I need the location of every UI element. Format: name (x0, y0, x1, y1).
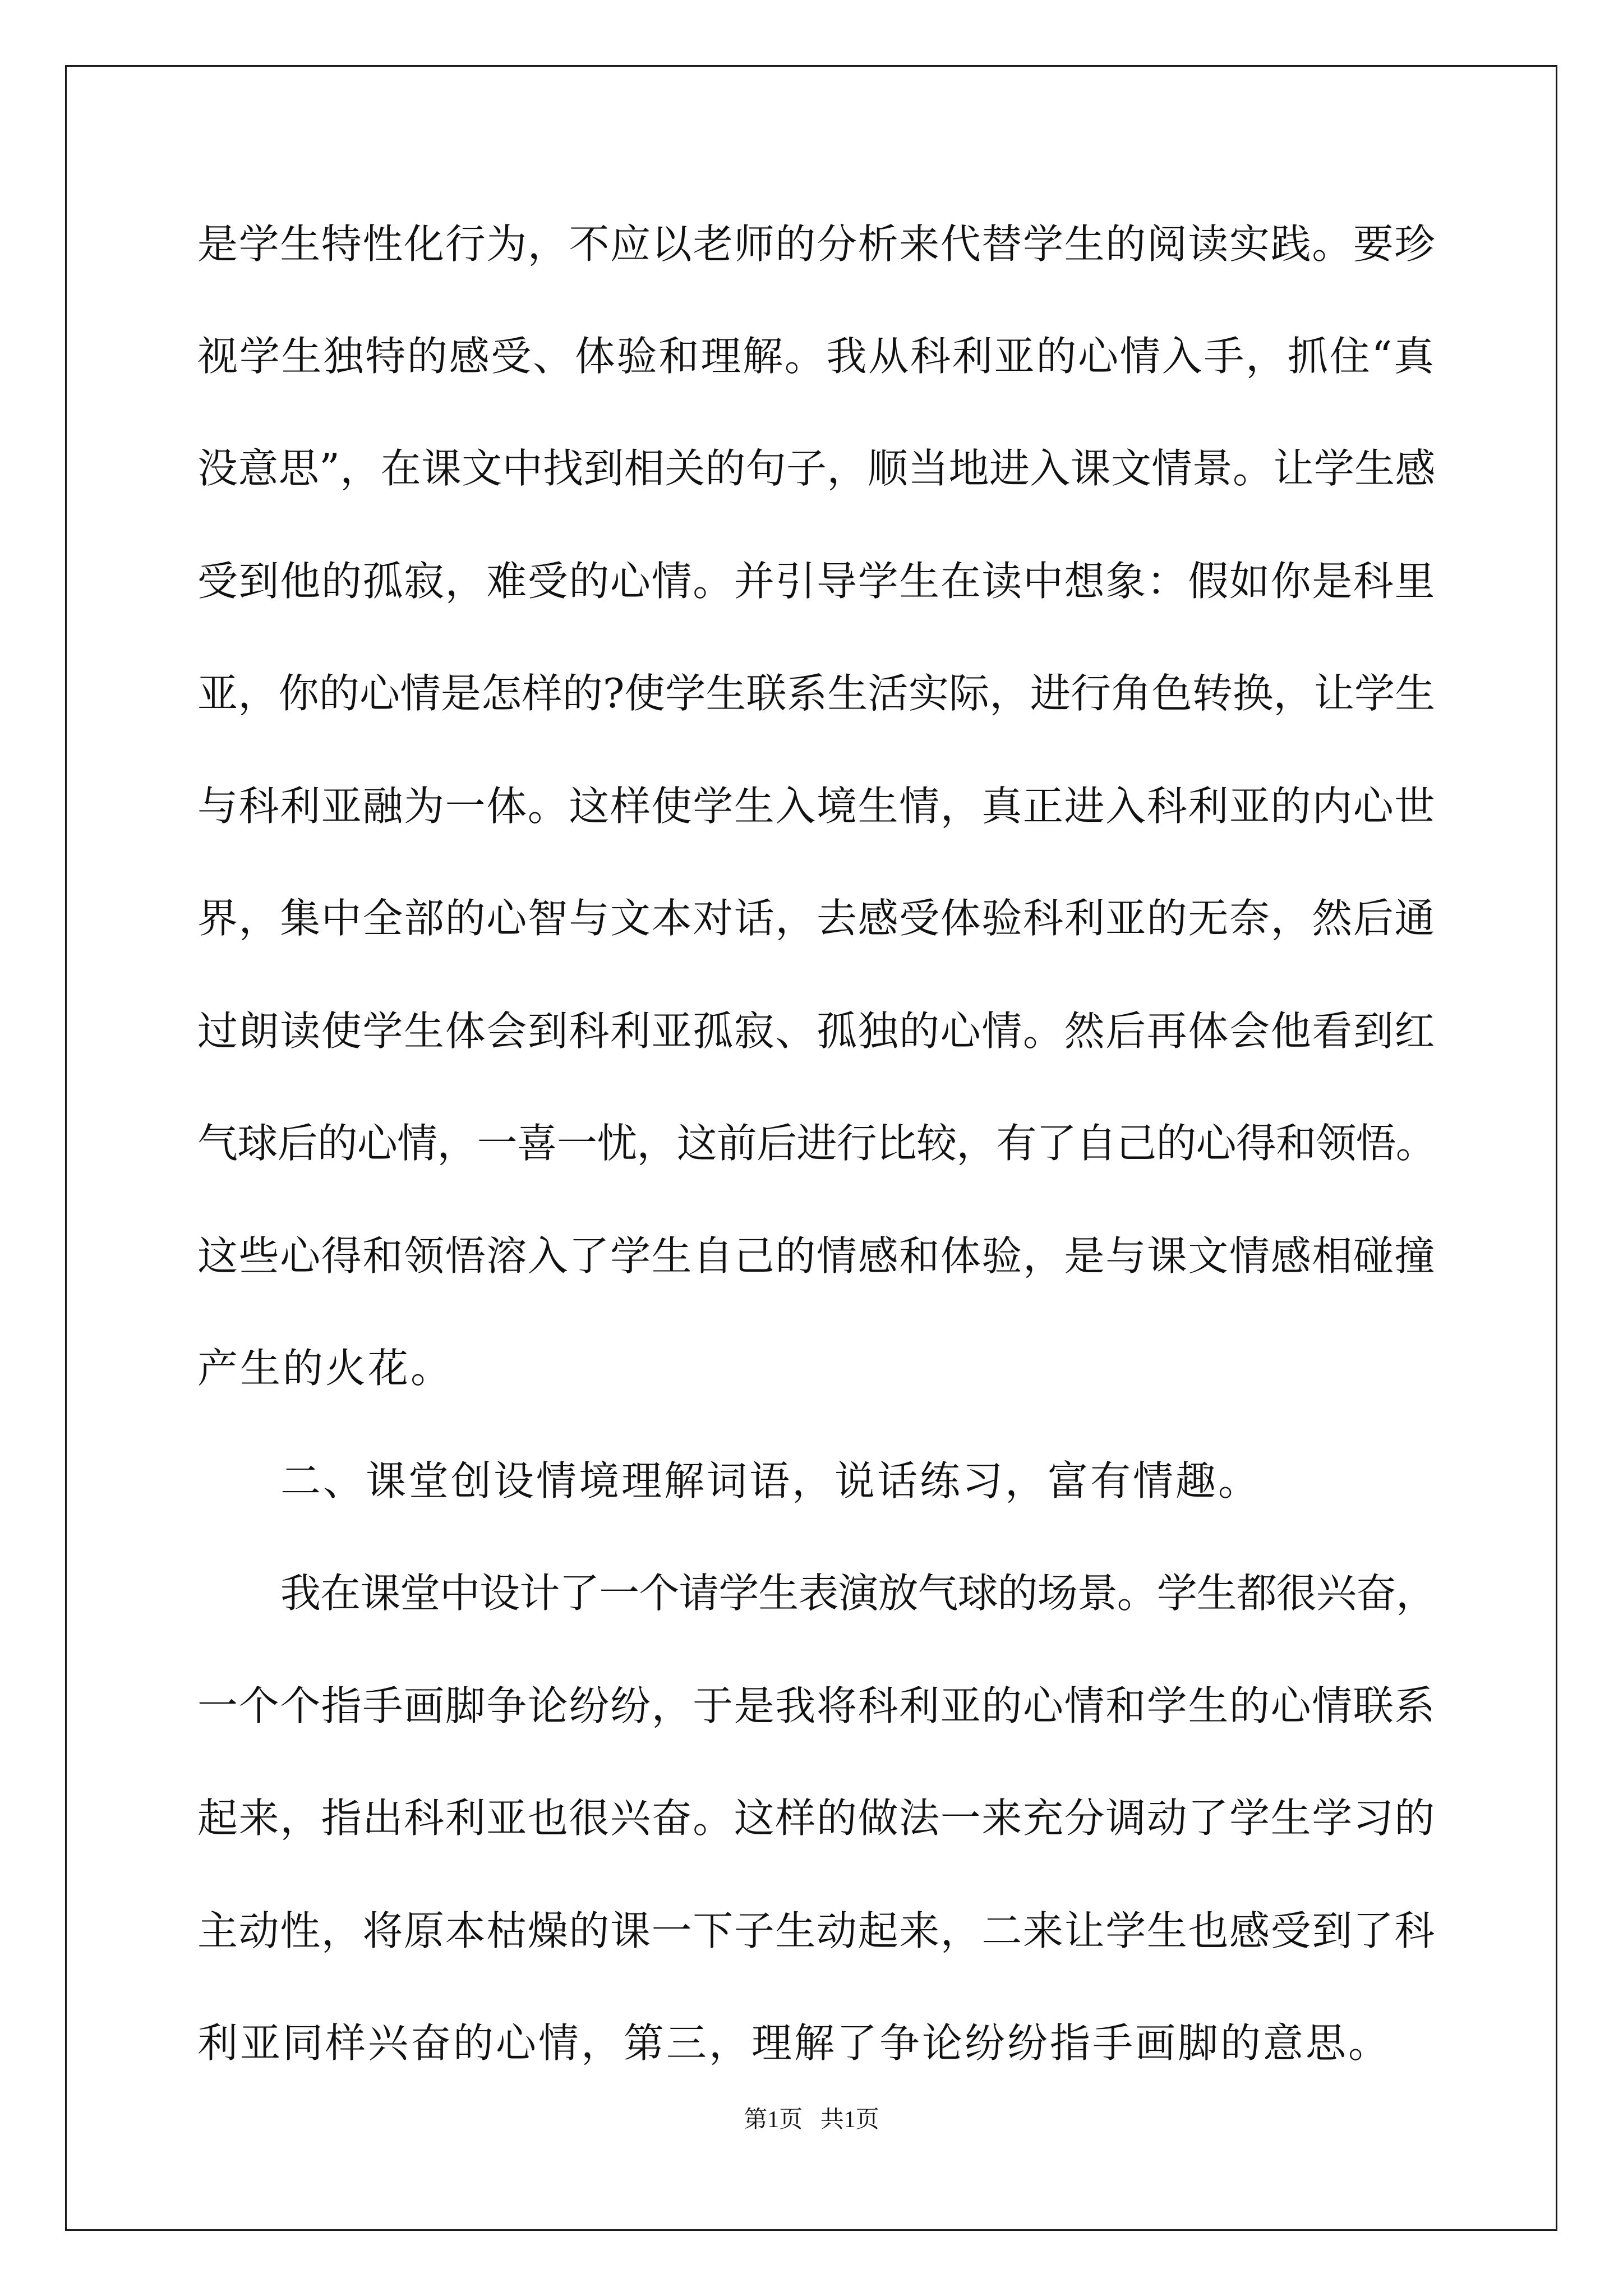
body-line: 起来，指出科利亚也很兴奋。这样的做法一来充分调动了学生学习的 (197, 1795, 1436, 1842)
body-line: 一个个指手画脚争论纷纷，于是我将科利亚的心情和学生的心情联系 (197, 1682, 1436, 1729)
body-line: 亚，你的心情是怎样的?使学生联系生活实际，进行角色转换，让学生 (197, 670, 1436, 717)
body-line: 气球后的心情，一喜一忧，这前后进行比较，有了自己的心得和领悟。 (197, 1120, 1436, 1167)
body-line: 受到他的孤寂，难受的心情。并引导学生在读中想象：假如你是科里 (197, 558, 1436, 605)
body-line: 是学生特性化行为，不应以老师的分析来代替学生的阅读实践。要珍 (197, 220, 1436, 268)
body-line: 主动性，将原本枯燥的课一下子生动起来，二来让学生也感受到了科 (197, 1907, 1436, 1954)
body-line: 界，集中全部的心智与文本对话，去感受体验科利亚的无奈，然后通 (197, 895, 1436, 942)
page-number-footer: 第1页 共1页 (744, 2107, 879, 2133)
body-line: 我在课堂中设计了一个请学生表演放气球的场景。学生都很兴奋， (280, 1570, 1436, 1617)
body-line: 没意思”，在课文中找到相关的句子，顺当地进入课文情景。让学生感 (197, 445, 1436, 492)
section-heading: 二、课堂创设情境理解词语，说话练习，富有情趣。 (280, 1457, 1261, 1504)
body-line: 与科利亚融为一体。这样使学生入境生情，真正进入科利亚的内心世 (197, 783, 1436, 830)
body-line: 这些心得和领悟溶入了学生自己的情感和体验，是与课文情感相碰撞 (197, 1232, 1436, 1280)
body-line: 利亚同样兴奋的心情，第三，理解了争论纷纷指手画脚的意思。 (197, 2019, 1391, 2067)
body-line: 过朗读使学生体会到科利亚孤寂、孤独的心情。然后再体会他看到红 (197, 1007, 1436, 1055)
body-line: 视学生独特的感受、体验和理解。我从科利亚的心情入手，抓住“真 (197, 333, 1436, 380)
body-line: 产生的火花。 (197, 1345, 454, 1392)
